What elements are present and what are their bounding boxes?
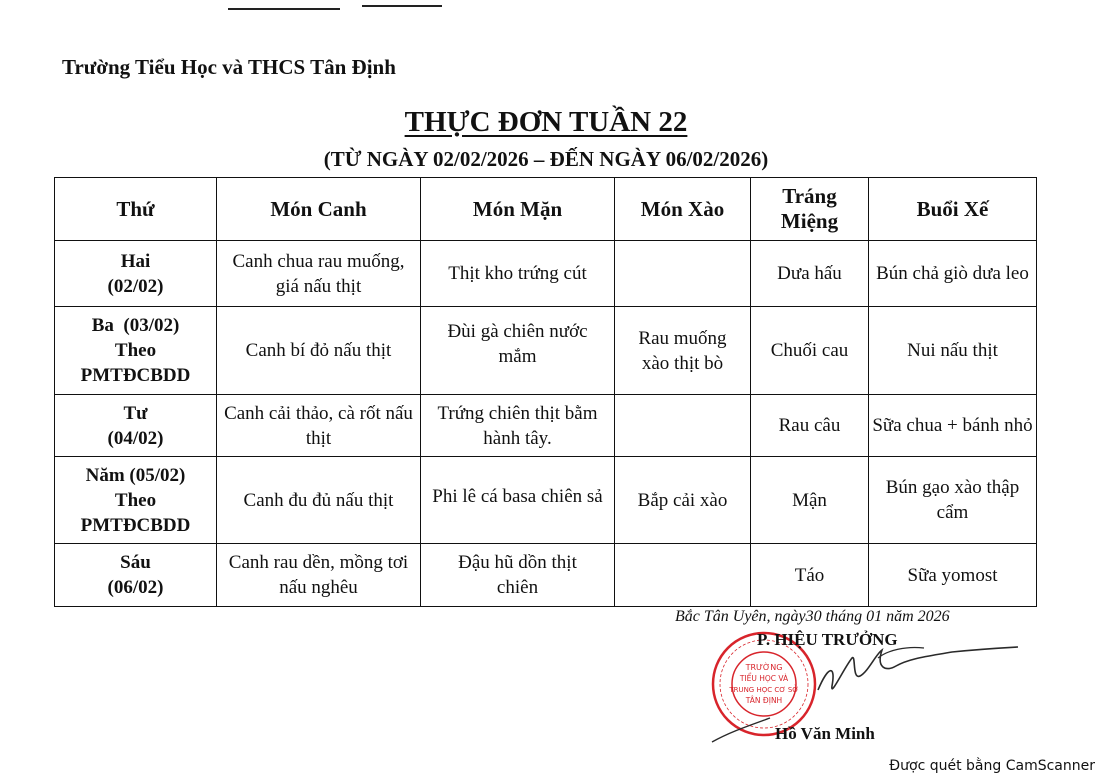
svg-text:TÂN ĐỊNH: TÂN ĐỊNH [745,696,783,705]
header-cell: Thứ [55,178,217,241]
day-cell: Hai (02/02) [55,241,217,307]
signer-role: P. HIỆU TRƯỞNG [757,630,898,649]
day-cell: Sáu (06/02) [55,544,217,607]
man-cell: Đùi gà chiên nước mắm [421,307,615,395]
table-row [55,241,1037,307]
man-cell: Thịt kho trứng cút [421,241,615,307]
table-row [55,395,1037,457]
buoi-xe-cell: Bún chả giò dưa leo [869,241,1037,307]
trang-mieng-cell: Mận [751,457,869,544]
canh-cell: Canh đu đủ nấu thịt [217,457,421,544]
trang-mieng-cell: Chuối cau [751,307,869,395]
day-cell: Ba (03/02) Theo PMTĐCBDD [55,307,217,395]
xao-cell [615,544,751,607]
page-title: THỰC ĐƠN TUẦN 22 [404,106,688,138]
signer-name: Hồ Văn Minh [775,724,875,743]
man-cell: Đậu hũ dồn thịt chiên [421,544,615,607]
school-name: Trường Tiểu Học và THCS Tân Định [62,55,396,79]
canh-cell: Canh cải thảo, cà rốt nấu thịt [217,395,421,457]
buoi-xe-cell: Bún gạo xào thập cẩm [869,457,1037,544]
trang-mieng-cell: Táo [751,544,869,607]
xao-cell: Rau muống xào thịt bò [615,307,751,395]
xao-cell: Bắp cải xào [615,457,751,544]
header-cell: Tráng Miệng [751,178,869,241]
header-cell: Món Xào [615,178,751,241]
scan-artifact-line [362,5,442,7]
date-range-subtitle: (TỪ NGÀY 02/02/2026 – ĐẾN NGÀY 06/02/2026) [323,147,769,171]
scanner-watermark: Được quét bằng CamScanner [889,758,1095,774]
buoi-xe-cell: Sữa chua + bánh nhỏ [869,395,1037,457]
day-cell: Tư (04/02) [55,395,217,457]
svg-text:TRƯỜNG: TRƯỜNG [745,663,783,672]
man-cell: Phi lê cá basa chiên sả [421,457,615,544]
xao-cell [615,395,751,457]
table-row [55,457,1037,544]
buoi-xe-cell: Sữa yomost [869,544,1037,607]
header-cell: Buổi Xế [869,178,1037,241]
table-header-row [55,178,1037,241]
table-row [55,544,1037,607]
xao-cell [615,241,751,307]
svg-text:TRUNG HỌC CƠ SỞ: TRUNG HỌC CƠ SỞ [729,686,799,694]
svg-text:TIỂU HỌC VÀ: TIỂU HỌC VÀ [739,674,789,683]
header-cell: Món Canh [217,178,421,241]
header-cell: Món Mặn [421,178,615,241]
canh-cell: Canh chua rau muống, giá nấu thịt [217,241,421,307]
canh-cell: Canh bí đỏ nấu thịt [217,307,421,395]
buoi-xe-cell: Nui nấu thịt [869,307,1037,395]
scan-artifact-line [228,8,340,10]
man-cell: Trứng chiên thịt bằm hành tây. [421,395,615,457]
day-cell: Năm (05/02) Theo PMTĐCBDD [55,457,217,544]
table-row [55,307,1037,395]
weekly-menu-table [54,177,1037,607]
place-date-line: Bắc Tân Uyên, ngày30 tháng 01 năm 2026 [675,608,950,625]
trang-mieng-cell: Dưa hấu [751,241,869,307]
canh-cell: Canh rau dền, mồng tơi nấu nghêu [217,544,421,607]
trang-mieng-cell: Rau câu [751,395,869,457]
